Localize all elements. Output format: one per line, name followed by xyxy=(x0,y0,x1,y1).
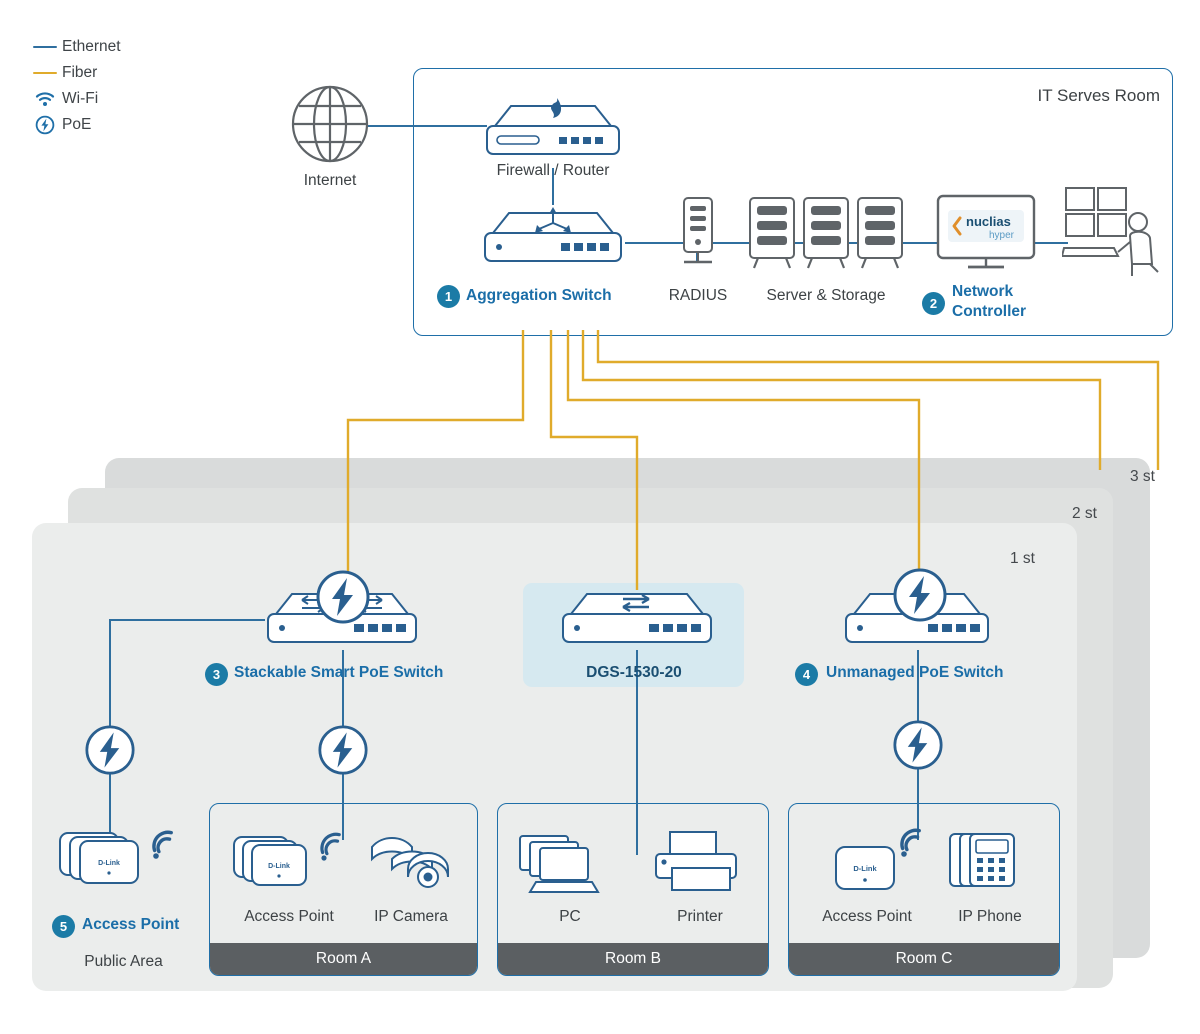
poe-icon xyxy=(893,568,947,627)
public-area-access-point-label: Access Point xyxy=(82,916,180,933)
floor-label-3: 3 st xyxy=(1130,468,1155,485)
svg-text:nuclias: nuclias xyxy=(966,214,1011,229)
server-storage-icon xyxy=(746,194,906,279)
room-c-device-label-1: Access Point xyxy=(822,908,912,925)
internet-label: Internet xyxy=(303,172,357,189)
room-c-access-point-icon xyxy=(830,825,934,898)
floor-label-1: 1 st xyxy=(1010,550,1035,567)
ip-phone-icon xyxy=(948,826,1034,897)
svg-text:hyper: hyper xyxy=(989,230,1015,241)
svg-text:D-Link: D-Link xyxy=(853,864,877,873)
printer-icon xyxy=(650,830,750,899)
badge-5: 5 xyxy=(52,915,75,938)
room-c-device-label-2: IP Phone xyxy=(958,908,1022,925)
room-a-device-label-1: Access Point xyxy=(244,908,334,925)
badge-2: 2 xyxy=(922,292,945,315)
svg-text:D-Link: D-Link xyxy=(268,863,290,870)
unmanaged-poe-switch-label: Unmanaged PoE Switch xyxy=(826,664,1004,681)
dgs-1530-20-label: DGS-1530-20 xyxy=(586,664,682,681)
legend-item-ethernet xyxy=(28,34,208,60)
aggregation-switch-label: Aggregation Switch xyxy=(466,287,612,304)
svg-text:D-Link: D-Link xyxy=(98,860,120,867)
ip-camera-icon xyxy=(368,833,458,900)
legend-label-fiber: Fiber xyxy=(62,64,98,81)
network-controller-label-line1: Network xyxy=(952,283,1014,300)
network-controller-label-line2: Controller xyxy=(952,303,1027,320)
room-b-device-label-2: Printer xyxy=(677,908,723,925)
badge-4: 4 xyxy=(795,663,818,686)
room-a-device-label-2: IP Camera xyxy=(374,908,448,925)
poe-icon xyxy=(316,570,370,629)
room-a-label: Room A xyxy=(210,943,477,975)
poe-icon xyxy=(85,725,135,780)
legend xyxy=(28,34,208,138)
firewall-router-label: Firewall / Router xyxy=(496,162,610,179)
room-b-label: Room B xyxy=(498,943,768,975)
legend-label-poe: PoE xyxy=(62,116,92,133)
it-serves-room-title: IT Serves Room xyxy=(1037,86,1160,105)
radius-server-icon xyxy=(676,196,720,277)
stackable-smart-poe-switch-label: Stackable Smart PoE Switch xyxy=(234,664,444,681)
admin-workstation-icon xyxy=(1062,186,1172,283)
poe-icon xyxy=(28,115,62,135)
legend-item-fiber xyxy=(28,60,208,86)
room-c-label: Room C xyxy=(789,943,1059,975)
radius-label: RADIUS xyxy=(668,287,728,304)
legend-item-poe xyxy=(28,112,208,138)
internet-globe-icon xyxy=(290,84,370,169)
floor-label-2: 2 st xyxy=(1072,505,1097,522)
legend-label-ethernet: Ethernet xyxy=(62,38,121,55)
room-a-access-point-icon xyxy=(232,827,352,900)
public-area-access-point-icon xyxy=(58,823,188,900)
pc-icon xyxy=(518,832,622,901)
poe-icon xyxy=(893,720,943,775)
server-storage-label: Server & Storage xyxy=(766,287,886,304)
line-icon xyxy=(28,72,62,75)
legend-item-wifi xyxy=(28,86,208,112)
network-controller-icon xyxy=(936,194,1036,279)
legend-label-wifi: Wi-Fi xyxy=(62,90,99,107)
public-area-label: Public Area xyxy=(84,953,163,970)
line-icon xyxy=(28,46,62,49)
dgs-1530-20-icon xyxy=(553,586,721,657)
poe-icon xyxy=(318,725,368,780)
badge-3: 3 xyxy=(205,663,228,686)
aggregation-switch-icon xyxy=(477,203,629,278)
room-b-device-label-1: PC xyxy=(559,908,581,925)
badge-1: 1 xyxy=(437,285,460,308)
wifi-icon xyxy=(28,91,62,107)
